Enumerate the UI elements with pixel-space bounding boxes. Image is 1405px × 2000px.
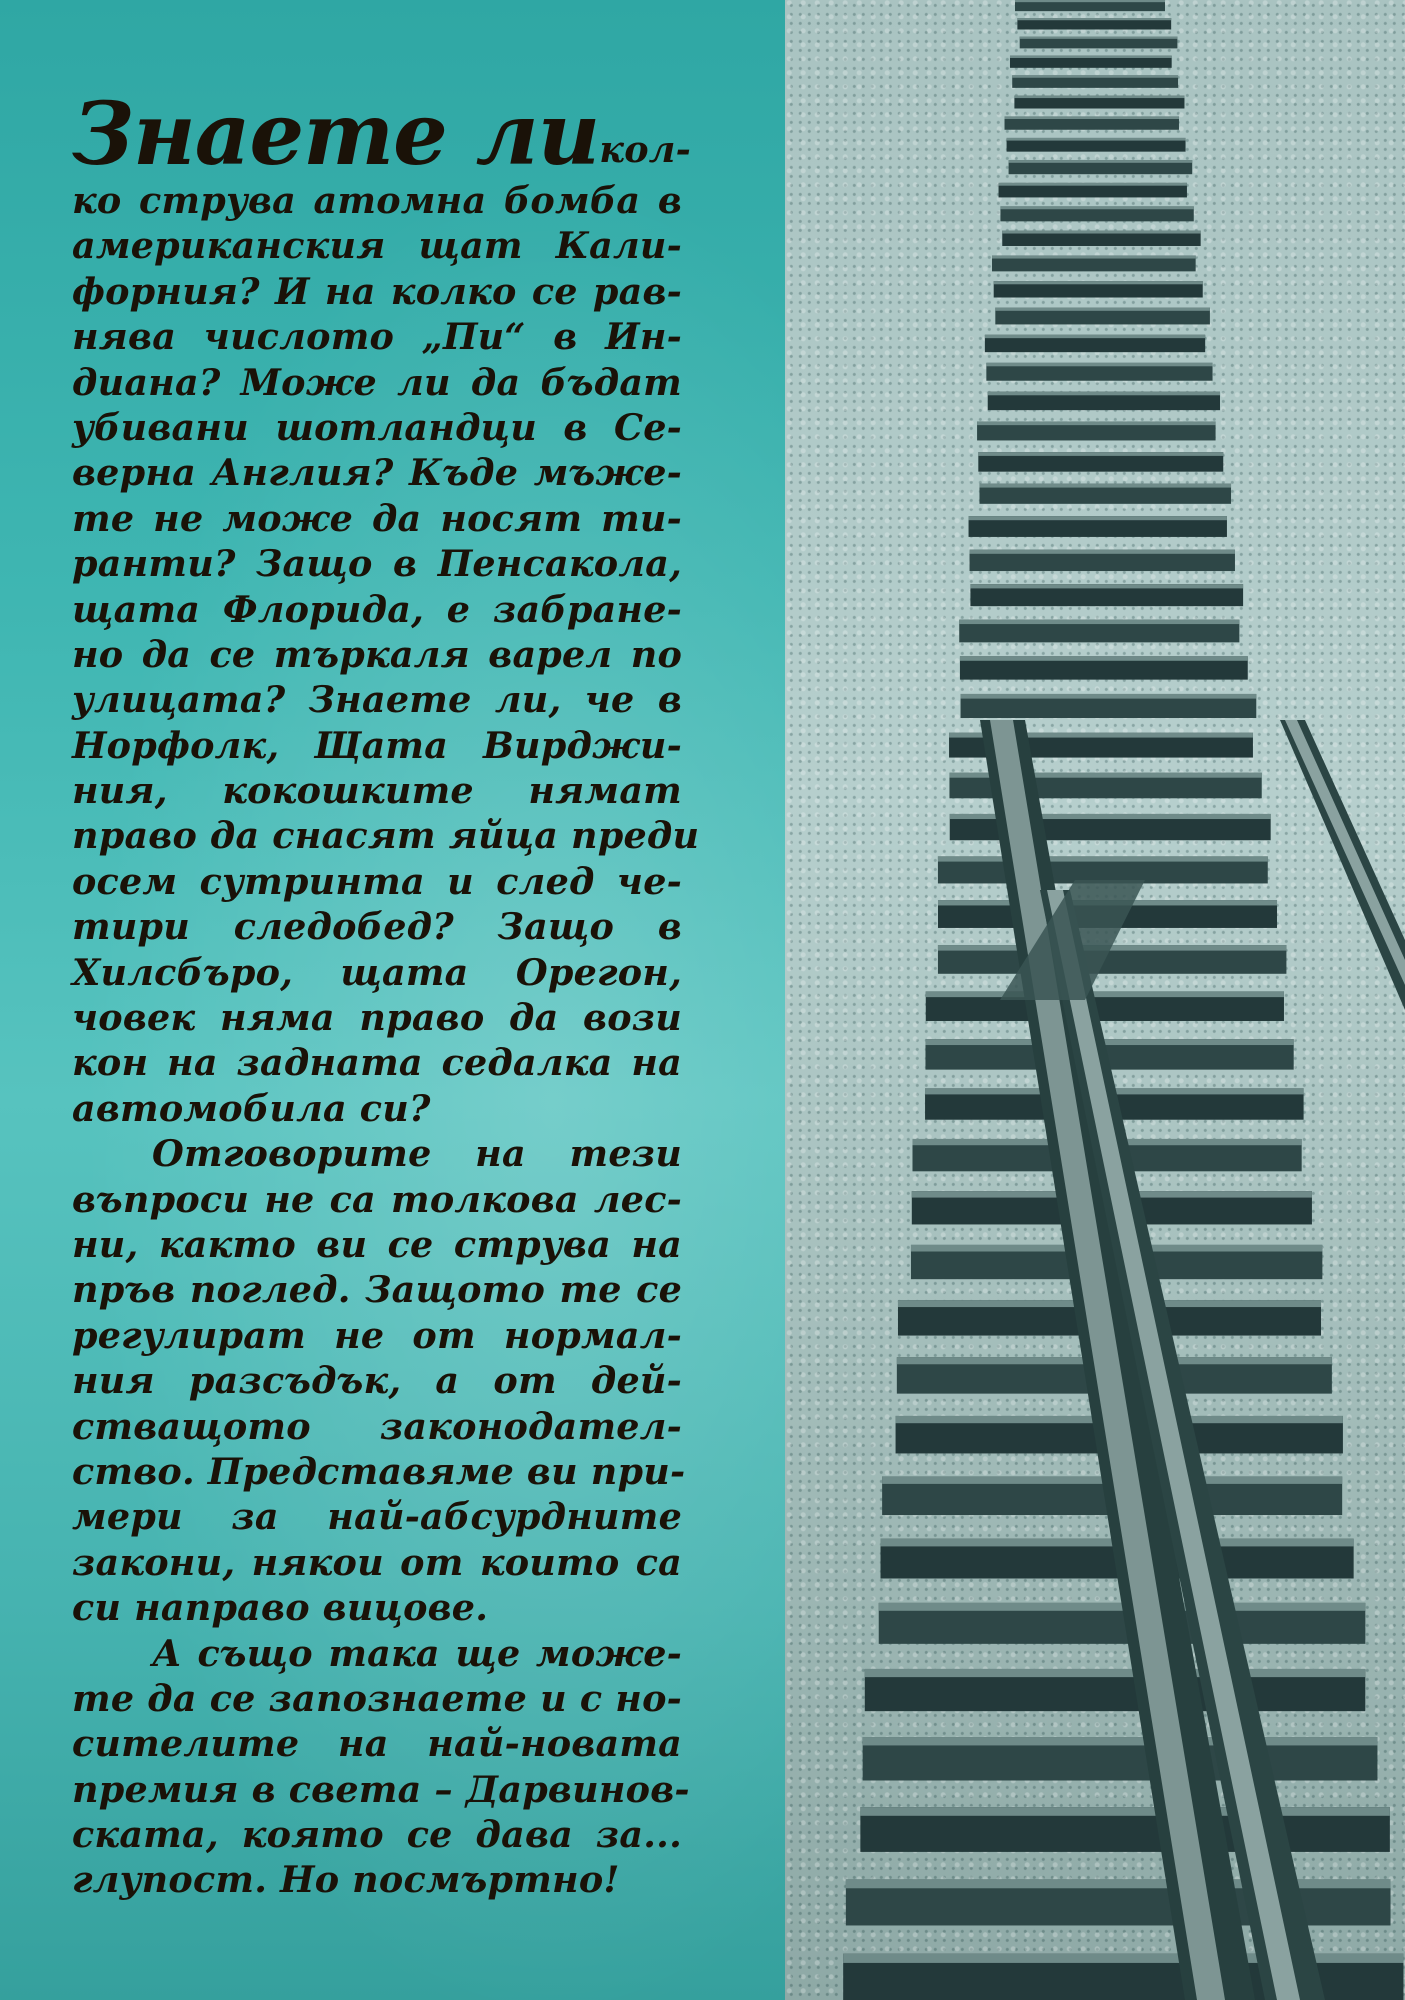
sleeper-edge xyxy=(994,281,1203,284)
text-line: те не може да носят ти- xyxy=(72,496,682,540)
rail-right xyxy=(1280,720,1405,1010)
text-line: щата Флорида, е забране- xyxy=(72,587,682,631)
text-line: тири следобед? Защо в xyxy=(72,905,682,949)
rail-right-highlight xyxy=(1285,720,1405,985)
text-line: ската, която се дава за... xyxy=(72,1813,682,1857)
sleeper-edge xyxy=(1020,37,1178,39)
headline-line xyxy=(72,84,692,185)
sleeper-edge xyxy=(863,1737,1378,1745)
text-line: Норфолк, Щата Вирджи- xyxy=(72,723,682,767)
railway-photo xyxy=(785,0,1405,2000)
text-line: човек няма право да вози xyxy=(72,996,682,1040)
sleeper-edge xyxy=(1014,96,1184,99)
text-line: диана? Може ли да бъдат xyxy=(72,360,682,404)
text-line: осем сутринта и след че- xyxy=(72,859,682,903)
sleeper-edge xyxy=(969,516,1227,520)
sleeper-edge xyxy=(926,991,1284,997)
text-line: ство. Представяме ви при- xyxy=(72,1449,686,1493)
text-line: си направо вицове. xyxy=(72,1586,489,1630)
text-line: Хилсбъро, щата Орегон, xyxy=(72,950,682,994)
text-line: пръв поглед. Защото те се xyxy=(72,1268,682,1312)
sleeper-edge xyxy=(979,484,1231,488)
sleeper-edge xyxy=(1000,206,1193,209)
text-line: сителите на най-новата xyxy=(72,1722,682,1766)
sleeper-edge xyxy=(986,363,1212,366)
sleeper-edge xyxy=(1015,0,1165,2)
paragraph-2 xyxy=(72,1131,686,1630)
sleeper-edge xyxy=(985,335,1205,338)
sleeper-edge xyxy=(925,1039,1293,1045)
sleeper-edge xyxy=(960,656,1248,661)
paragraph-3 xyxy=(72,1631,690,1903)
paragraph-1 xyxy=(72,178,700,1131)
sleeper-edge xyxy=(1017,18,1171,20)
railway-sleepers xyxy=(843,0,1403,2000)
text-line: регулират не от нормал- xyxy=(72,1313,682,1357)
sleeper-edge xyxy=(938,856,1268,861)
sleeper-edge xyxy=(1005,116,1179,119)
text-line: закони, някои от които са xyxy=(72,1540,682,1584)
sleeper-edge xyxy=(860,1807,1389,1816)
sleeper-edge xyxy=(959,620,1239,624)
text-line: мери за най-абсурдните xyxy=(72,1495,682,1539)
text-line: но да се търкаля варел по xyxy=(72,632,682,676)
text-line: форния? И на колко се рав- xyxy=(72,269,682,313)
railway-illustration xyxy=(785,0,1405,2000)
sleeper-edge xyxy=(1010,56,1172,58)
sleeper-edge xyxy=(995,308,1210,311)
text-line: американския щат Кали- xyxy=(72,224,682,268)
sleeper-edge xyxy=(1012,75,1178,77)
headline-tail: кол- xyxy=(599,127,692,171)
text-line: автомобила си? xyxy=(72,1086,431,1130)
text-line: кон на задната седалка на xyxy=(72,1041,682,1085)
text-line: ния, кокошките нямат xyxy=(72,769,682,813)
text-line: ния разсъдък, а от дей- xyxy=(72,1359,682,1403)
text-line: нява числото „Пи“ в Ин- xyxy=(72,315,682,359)
sleeper-edge xyxy=(978,452,1223,456)
sleeper-edge xyxy=(1002,231,1200,234)
sleeper-edge xyxy=(992,255,1196,258)
sleeper-edge xyxy=(865,1669,1365,1677)
text-line: ни, както ви се струва на xyxy=(72,1222,682,1266)
sleeper-edge xyxy=(977,421,1216,425)
sleeper-edge xyxy=(970,584,1243,588)
text-line: те да се запознаете и с но- xyxy=(72,1676,682,1720)
text-line: Отговорите на тези xyxy=(152,1132,682,1176)
text-line: право да снасят яйца преди xyxy=(72,814,700,858)
text-line: стващото законодател- xyxy=(72,1404,682,1448)
headline: Знаете ли xyxy=(72,84,600,185)
text-line: А също така ще може- xyxy=(152,1631,682,1675)
sleeper-edge xyxy=(988,392,1220,396)
sleeper-edge xyxy=(938,945,1286,951)
text-line: въпроси не са толкова лес- xyxy=(72,1177,682,1221)
sleeper-edge xyxy=(961,694,1257,699)
sleeper-edge xyxy=(970,550,1235,554)
text-line: верна Англия? Къде мъже- xyxy=(72,451,682,495)
sleeper-edge xyxy=(1007,138,1186,141)
text-line: премия в света – Дарвинов- xyxy=(72,1767,690,1811)
text-line: ранти? Защо в Пенсакола, xyxy=(72,542,682,586)
sleeper-edge xyxy=(846,1879,1391,1888)
sleeper-edge xyxy=(999,183,1187,186)
text-line: улицата? Знаете ли, че в xyxy=(72,678,682,722)
text-line: глупост. Но посмъртно! xyxy=(72,1858,620,1902)
sleeper-edge xyxy=(1009,160,1193,163)
text-line: ко струва атомна бомба в xyxy=(72,179,682,222)
blurb-text xyxy=(72,84,700,1903)
sleeper-edge xyxy=(843,1954,1403,1963)
text-line: убивани шотландци в Се- xyxy=(72,405,682,449)
